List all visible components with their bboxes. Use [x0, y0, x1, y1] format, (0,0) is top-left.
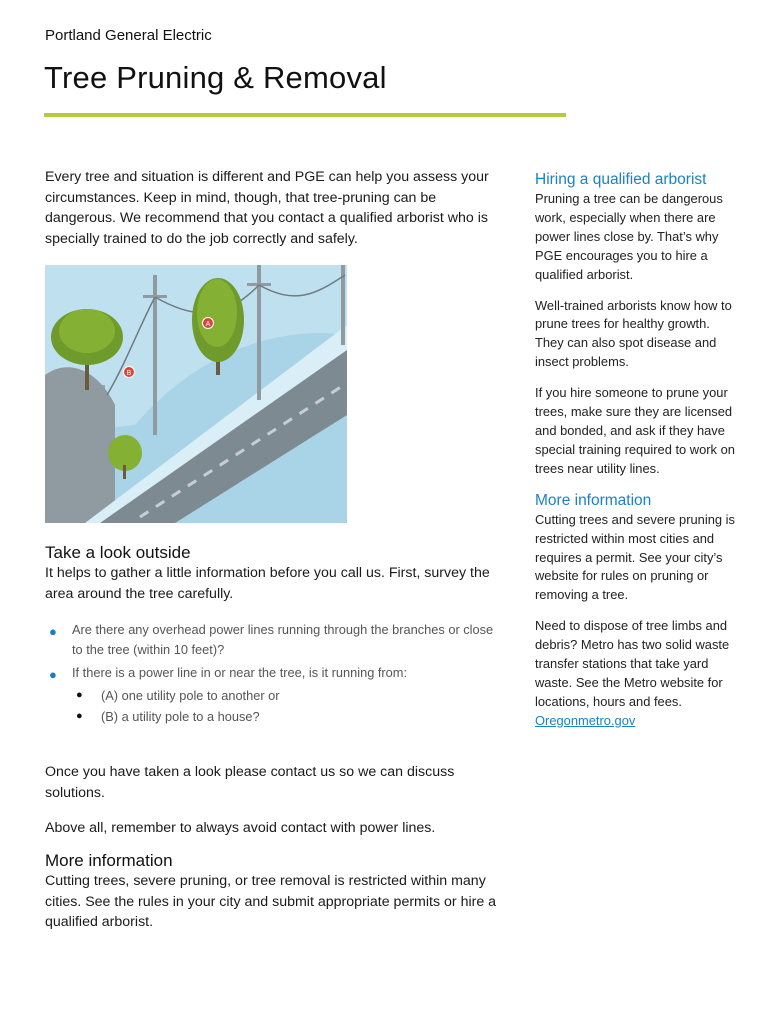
- take-a-look-section: [45, 543, 500, 604]
- sidebar-paragraph: Cutting trees and severe pruning is restricted within most cities and requires a permit. See your city’s website for rules on pruning or removing a tree.: [535, 511, 735, 603]
- bullet-icon: ●: [49, 667, 57, 682]
- marker-a-label: A: [205, 321, 211, 328]
- list-item-text: Are there any overhead power lines running through the branches or close to the tree (within 10 feet)?: [72, 622, 494, 657]
- title-divider: [44, 113, 566, 117]
- metro-text: Need to dispose of tree limbs and debris? Metro has two solid waste transfer stations that take yard waste. See the Metro website for locations, hours and fees.: [535, 618, 730, 709]
- bullet-icon: ●: [76, 688, 83, 701]
- list-item-text: If there is a power line in or near the tree, is it running from:: [72, 665, 408, 680]
- sidebar-heading-arborist: Hiring a qualified arborist: [535, 171, 707, 188]
- oregonmetro-link[interactable]: Oregonmetro.gov: [535, 712, 636, 728]
- sidebar-paragraph: If you hire someone to prune your trees, make sure they are licensed and bonded, and ask if they have special training required to work on trees near utility lines.: [535, 385, 735, 476]
- bullet-icon: ●: [49, 624, 57, 639]
- list-item: [45, 663, 500, 727]
- intro-section: [45, 167, 500, 249]
- power-lines-tree-illustration: [45, 265, 347, 523]
- list-item: [45, 620, 500, 659]
- marker-b-label: B: [126, 370, 132, 377]
- sub-list-item: [72, 686, 500, 706]
- sidebar: [535, 170, 740, 743]
- take-a-look-body: It helps to gather a little information before you call us. First, survey the area around the tree carefully.: [45, 565, 490, 602]
- sub-list-item-text: (B) a utility pole to a house?: [101, 709, 260, 724]
- intro-paragraph: Every tree and situation is different and PGE can help you assess your circumstances. Keep in mind, though, that tree-pruning can be dangerous. We recommend that you contact a qualified arborist who is specially trained to do the job correctly and safely.: [45, 169, 489, 247]
- sub-list-item-text: (A) one utility pole to another or: [101, 687, 280, 703]
- sidebar-heading-more-information: More information: [535, 491, 652, 509]
- more-information-section: [45, 851, 505, 933]
- sub-list: [72, 686, 500, 727]
- more-information-body: Cutting trees, severe pruning, or tree removal is restricted within many cities. See the rules in your city and submit appropriate permits or hire a qualified arborist.: [45, 873, 497, 931]
- checklist: [45, 620, 500, 731]
- brand-name: Portland General Electric: [45, 27, 212, 44]
- sub-list-item: [72, 707, 500, 727]
- closing-paragraphs: [45, 762, 500, 854]
- sidebar-paragraph: Pruning a tree can be dangerous work, especially when there are power lines close by. That’s why PGE encourages you to hire a qualified arborist.: [535, 191, 723, 282]
- section-heading-more-information: More information: [45, 851, 173, 870]
- contact-paragraph: Once you have taken a look please contact us so we can discuss solutions.: [45, 764, 455, 801]
- page-title: Tree Pruning & Removal: [44, 60, 387, 95]
- bullet-icon: ●: [76, 710, 83, 722]
- section-heading-take-a-look: Take a look outside: [45, 543, 191, 562]
- sidebar-paragraph-metro: [535, 617, 740, 730]
- safety-paragraph: Above all, remember to always avoid contact with power lines.: [45, 820, 436, 837]
- sidebar-paragraph: Well-trained arborists know how to prune trees for healthy growth. They can also spot disease and insect problems.: [535, 297, 732, 370]
